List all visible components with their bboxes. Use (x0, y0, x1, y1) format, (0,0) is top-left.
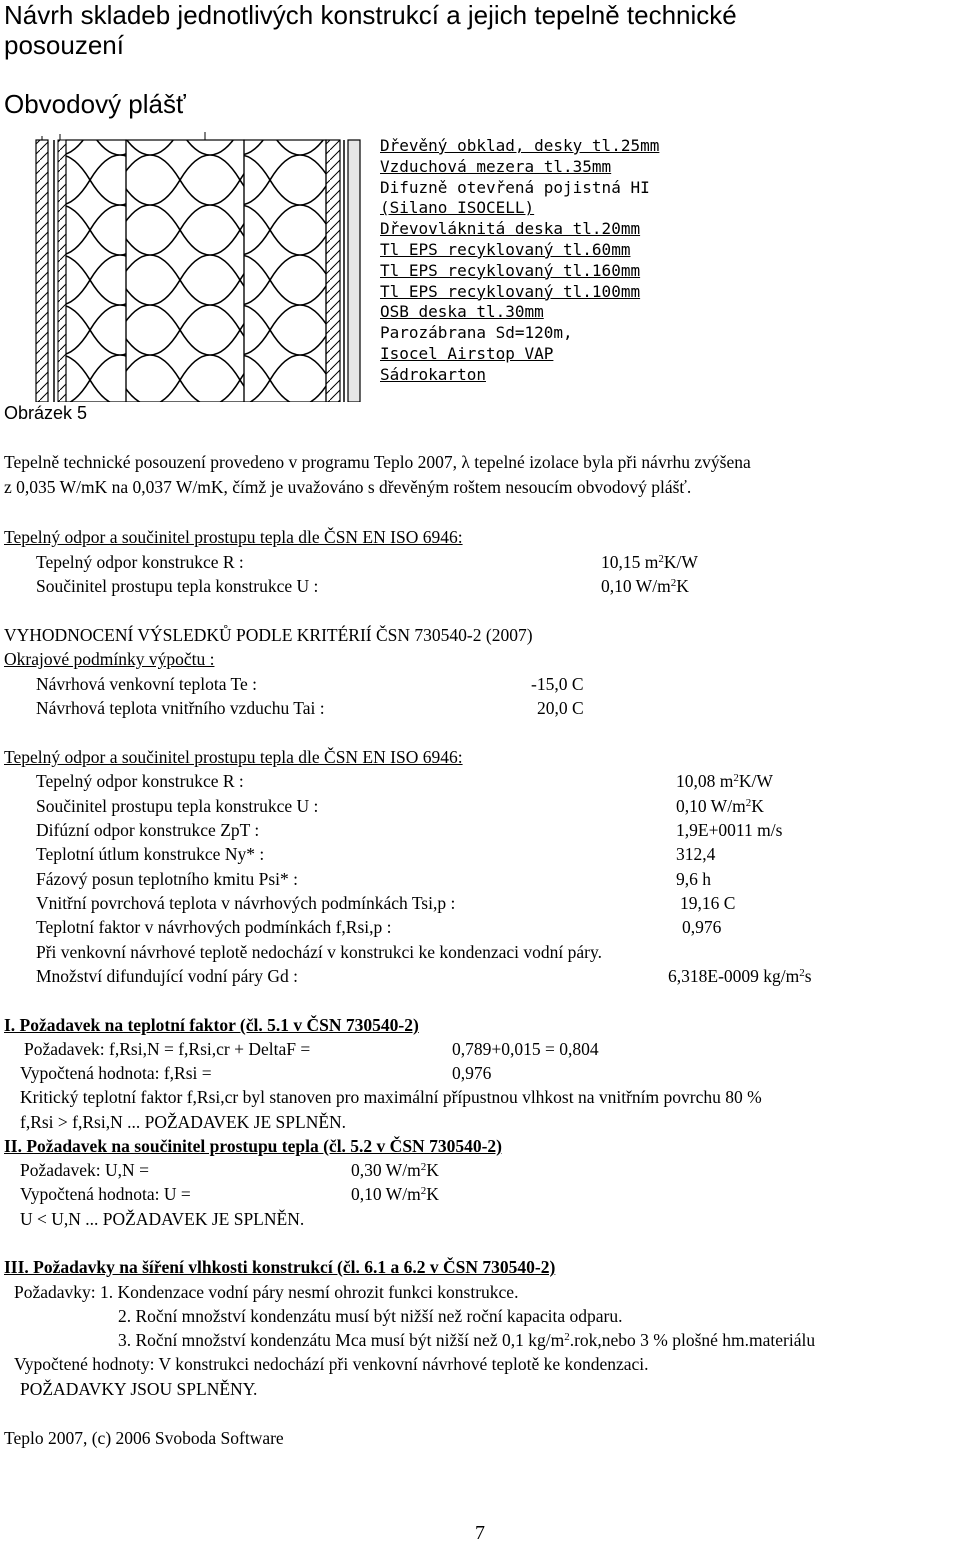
eps-100-layer (244, 140, 326, 402)
title-line-1: Návrh skladeb jednotlivých konstrukcí a jejich tepelně technické (4, 0, 737, 30)
intro-line-1: Tepelně technické posouzení provedeno v programu Teplo 2007, λ tepelné izolace byla při návrhu zvýšena (4, 452, 751, 472)
page-title (4, 0, 737, 60)
tai-value: 20,0 C (537, 698, 584, 718)
req3-line-2: 2. Roční množství kondenzátu musí být nižší než roční kapacita odparu. (118, 1306, 623, 1326)
conditions-heading: Okrajové podmínky výpočtu : (4, 649, 215, 669)
tsi-value: 19,16 C (680, 893, 736, 913)
req3-heading: III. Požadavky na šíření vlhkosti konstrukcí (čl. 6.1 a 6.2 v ČSN 730540-2) (4, 1257, 556, 1277)
te-label: Návrhová venkovní teplota Te : (36, 674, 258, 694)
evaluation-heading: VYHODNOCENÍ VÝSLEDKŮ PODLE KRITÉRIÍ ČSN 730540-2 (2007) (4, 625, 533, 645)
section1-u-value: 0,10 $W/m^2K$ (601, 576, 689, 596)
layer-label: OSB deska tl.30mm (380, 302, 544, 322)
layer-label: Vzduchová mezera tl.35mm (380, 156, 612, 176)
section2-u-value: 0,10 $W/m^2K$ (676, 796, 764, 816)
req1-note: Kritický teplotní faktor f,Rsi,cr byl stanoven pro maximální přípustnou vlhkost na vnitřním povrchu 80 % (20, 1087, 762, 1107)
fibreboard-layer (58, 140, 66, 402)
te-value: -15,0 C (531, 674, 584, 694)
wall-section-drawing (30, 130, 370, 402)
section1-r-value: 10,15 $m^2K/W$ (601, 552, 698, 572)
page-number: 7 (475, 1522, 485, 1544)
req3-line-3: 3. Roční množství kondenzátu Mca musí být nižší než 0,1 $kg/m^2.rok,nebo$ 3 % plošné hm.materiálu (118, 1330, 816, 1350)
title-line-2: posouzení (4, 30, 124, 60)
req1-req-label: Požadavek: f,Rsi,N = f,Rsi,cr + DeltaF = (24, 1039, 311, 1059)
psi-label: Fázový posun teplotního kmitu Psi* : (36, 869, 299, 889)
req2-result: U < U,N ... POŽADAVEK JE SPLNĚN. (20, 1209, 305, 1229)
req1-req-value: 0,789+0,015 = 0,804 (452, 1039, 599, 1059)
layer-label: (Silano ISOCELL) (380, 198, 535, 218)
zpt-label: Difúzní odpor konstrukce ZpT : (36, 820, 260, 840)
req3-line-1: Požadavky: 1. Kondenzace vodní páry nesmí ohrozit funkci konstrukce. (14, 1282, 519, 1302)
plasterboard-layer (348, 140, 360, 402)
tai-label: Návrhová teplota vnitřního vzduchu Tai : (36, 698, 325, 718)
req2-req-label: Požadavek: U,N = (20, 1160, 149, 1180)
req3-result: POŽADAVKY JSOU SPLNĚNY. (20, 1379, 258, 1399)
ny-label: Teplotní útlum konstrukce Ny* : (36, 844, 265, 864)
layer-legend (380, 136, 659, 386)
layer-label: Dřevovláknitá deska tl.20mm (380, 219, 641, 239)
psi-value: 9,6 h (676, 869, 711, 889)
eps-160-layer (126, 140, 244, 402)
gd-value: 6,318E-0009 $kg/m^2s$ (668, 966, 812, 986)
osb-layer (326, 140, 340, 402)
ny-value: 312,4 (676, 844, 716, 864)
zpt-value: 1,9E+0011 m/s (676, 820, 783, 840)
req1-result: f,Rsi > f,Rsi,N ... POŽADAVEK JE SPLNĚN. (20, 1112, 347, 1132)
req1-calc-label: Vypočtená hodnota: f,Rsi = (20, 1063, 212, 1083)
layer-label: Sádrokarton (380, 364, 486, 384)
gd-label: Množství difundující vodní páry Gd : (36, 966, 298, 986)
layer-label: Parozábrana Sd=120m, (380, 323, 573, 343)
req2-req-value: 0,30 $W/m^2K$ (351, 1160, 439, 1180)
layer-label: Tl EPS recyklovaný tl.100mm (380, 281, 641, 301)
layer-label: Tl EPS recyklovaný tl.160mm (380, 260, 641, 280)
section1-u-label: Součinitel prostupu tepla konstrukce U : (36, 576, 319, 596)
condensation-note: Při venkovní návrhové teplotě nedochází v konstrukci ke kondenzaci vodní páry. (36, 942, 602, 962)
section1-heading: Tepelný odpor a součinitel prostupu tepla dle ČSN EN ISO 6946: (4, 527, 463, 547)
eps-60-layer (66, 140, 126, 402)
layer-label: Isocel Airstop VAP (380, 343, 554, 363)
req2-heading: II. Požadavek na součinitel prostupu tepla (čl. 5.2 v ČSN 730540-2) (4, 1136, 502, 1156)
frsi-value: 0,976 (682, 917, 722, 937)
layer-label: Tl EPS recyklovaný tl.60mm (380, 239, 631, 259)
req3-calc: Vypočtené hodnoty: V konstrukci nedochází při venkovní návrhové teplotě ke kondenzaci. (14, 1354, 649, 1374)
req2-calc-value: 0,10 $W/m^2K$ (351, 1184, 439, 1204)
section-subtitle: Obvodový plášť (4, 89, 186, 119)
tsi-label: Vnitřní povrchová teplota v návrhových podmínkách Tsi,p : (36, 893, 456, 913)
section1-r-label: Tepelný odpor konstrukce R : (36, 552, 244, 572)
req1-heading: I. Požadavek na teplotní faktor (čl. 5.1 v ČSN 730540-2) (4, 1015, 419, 1035)
layer-label: Dřevěný obklad, desky tl.25mm (380, 136, 660, 155)
layer-label: Difuzně otevřená pojistná HI (380, 177, 650, 197)
section2-r-value: 10,08 $m^2K/W$ (676, 771, 773, 791)
req1-calc-value: 0,976 (452, 1063, 492, 1083)
section2-r-label: Tepelný odpor konstrukce R : (36, 771, 244, 791)
section2-heading: Tepelný odpor a součinitel prostupu tepla dle ČSN EN ISO 6946: (4, 747, 463, 767)
figure-caption: Obrázek 5 (4, 403, 88, 423)
section2-u-label: Součinitel prostupu tepla konstrukce U : (36, 796, 319, 816)
intro-line-2: z 0,035 W/mK na 0,037 W/mK, čímž je uvažováno s dřevěným roštem nesoucím obvodový plášť. (4, 477, 692, 497)
frsi-label: Teplotní faktor v návrhových podmínkách f,Rsi,p : (36, 917, 392, 937)
software-credit: Teplo 2007, (c) 2006 Svoboda Software (4, 1428, 284, 1448)
req2-calc-label: Vypočtená hodnota: U = (20, 1184, 191, 1204)
cladding-layer (36, 140, 48, 402)
